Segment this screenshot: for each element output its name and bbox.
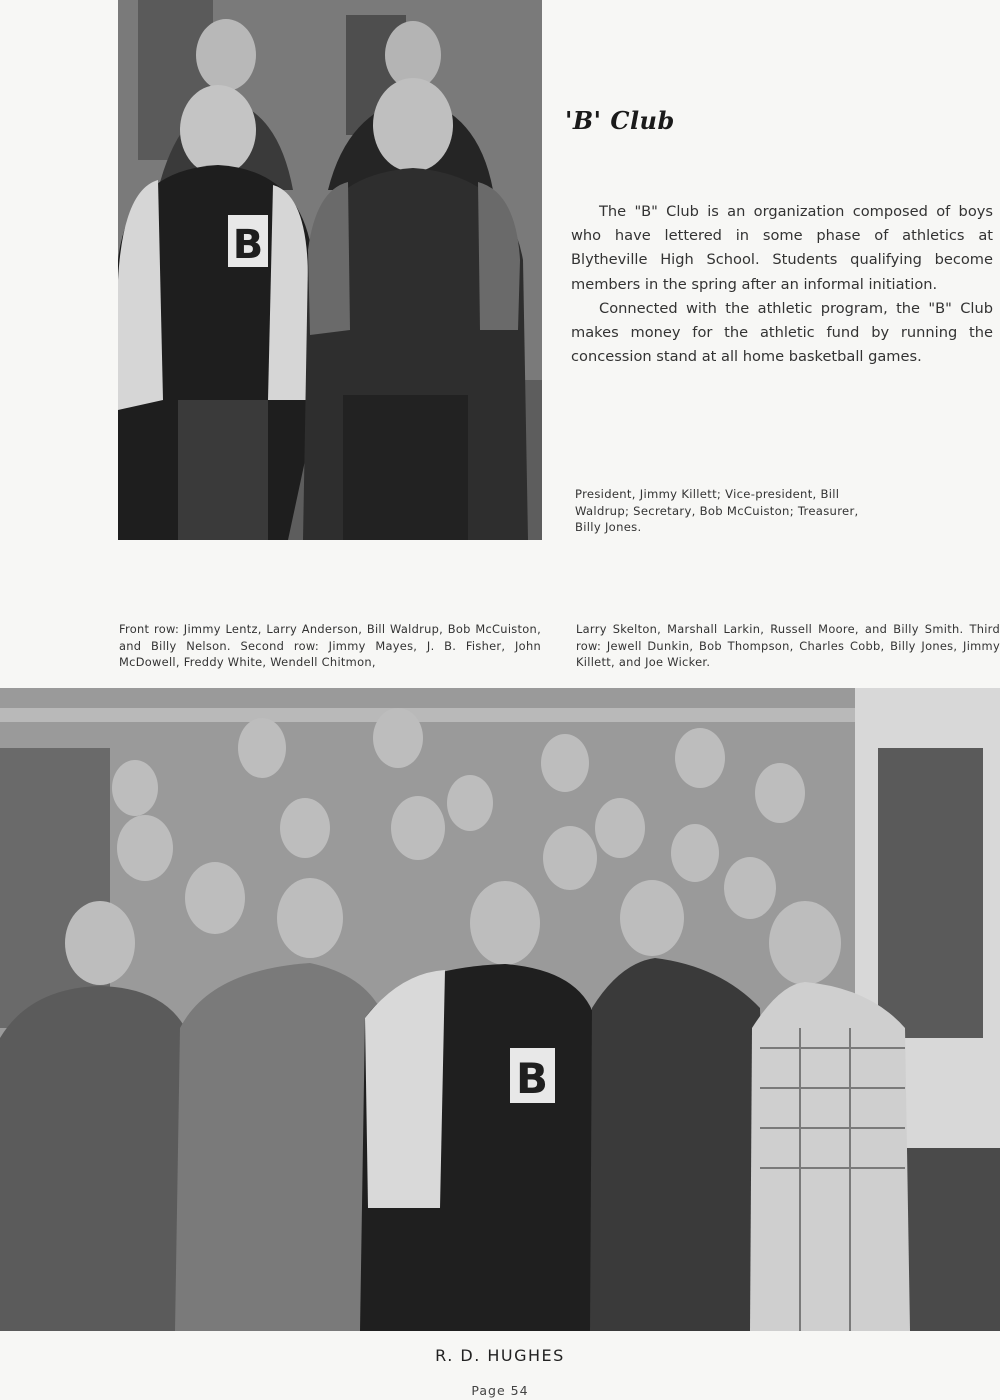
description-paragraph: The "B" Club is an organization composed of boys who have lettered in some phase of athletics at Blytheville High School. Students qualifying become members in the spring after an informal initiation. [571,203,993,293]
group-caption-right: Larry Skelton, Marshall Larkin, Russell Moore, and Billy Smith. Third row: Jewell Dunkin, Bob Thompson, Charles Cobb, Billy Jones, Jimmy Killett, and Joe Wicker. [576,622,1000,670]
photographer-credit: R. D. HUGHES [435,1346,565,1365]
svg-text:B: B [232,222,264,268]
group-caption-left: Front row: Jimmy Lentz, Larry Anderson, Bill Waldrup, Bob McCuiston, and Billy Nelson. Second row: Jimmy Mayes, J. B. Fisher, John McDowell, Freddy White, Wendell Chitmon, [119,622,541,670]
officers-caption: President, Jimmy Killett; Vice-president, Bill Waldrup; Secretary, Bob McCuiston; Treasurer, Billy Jones. [575,487,859,534]
group-photo [0,688,1000,1331]
officers-photo [118,0,542,540]
page-number: Page 54 [471,1383,529,1398]
svg-text:B: B [515,1054,549,1103]
club-title: 'B' Club [565,106,675,135]
description-paragraph: Connected with the athletic program, the "B" Club makes money for the athletic fund by running the concession stand at all home basketball games. [571,299,993,366]
club-description [571,200,993,369]
